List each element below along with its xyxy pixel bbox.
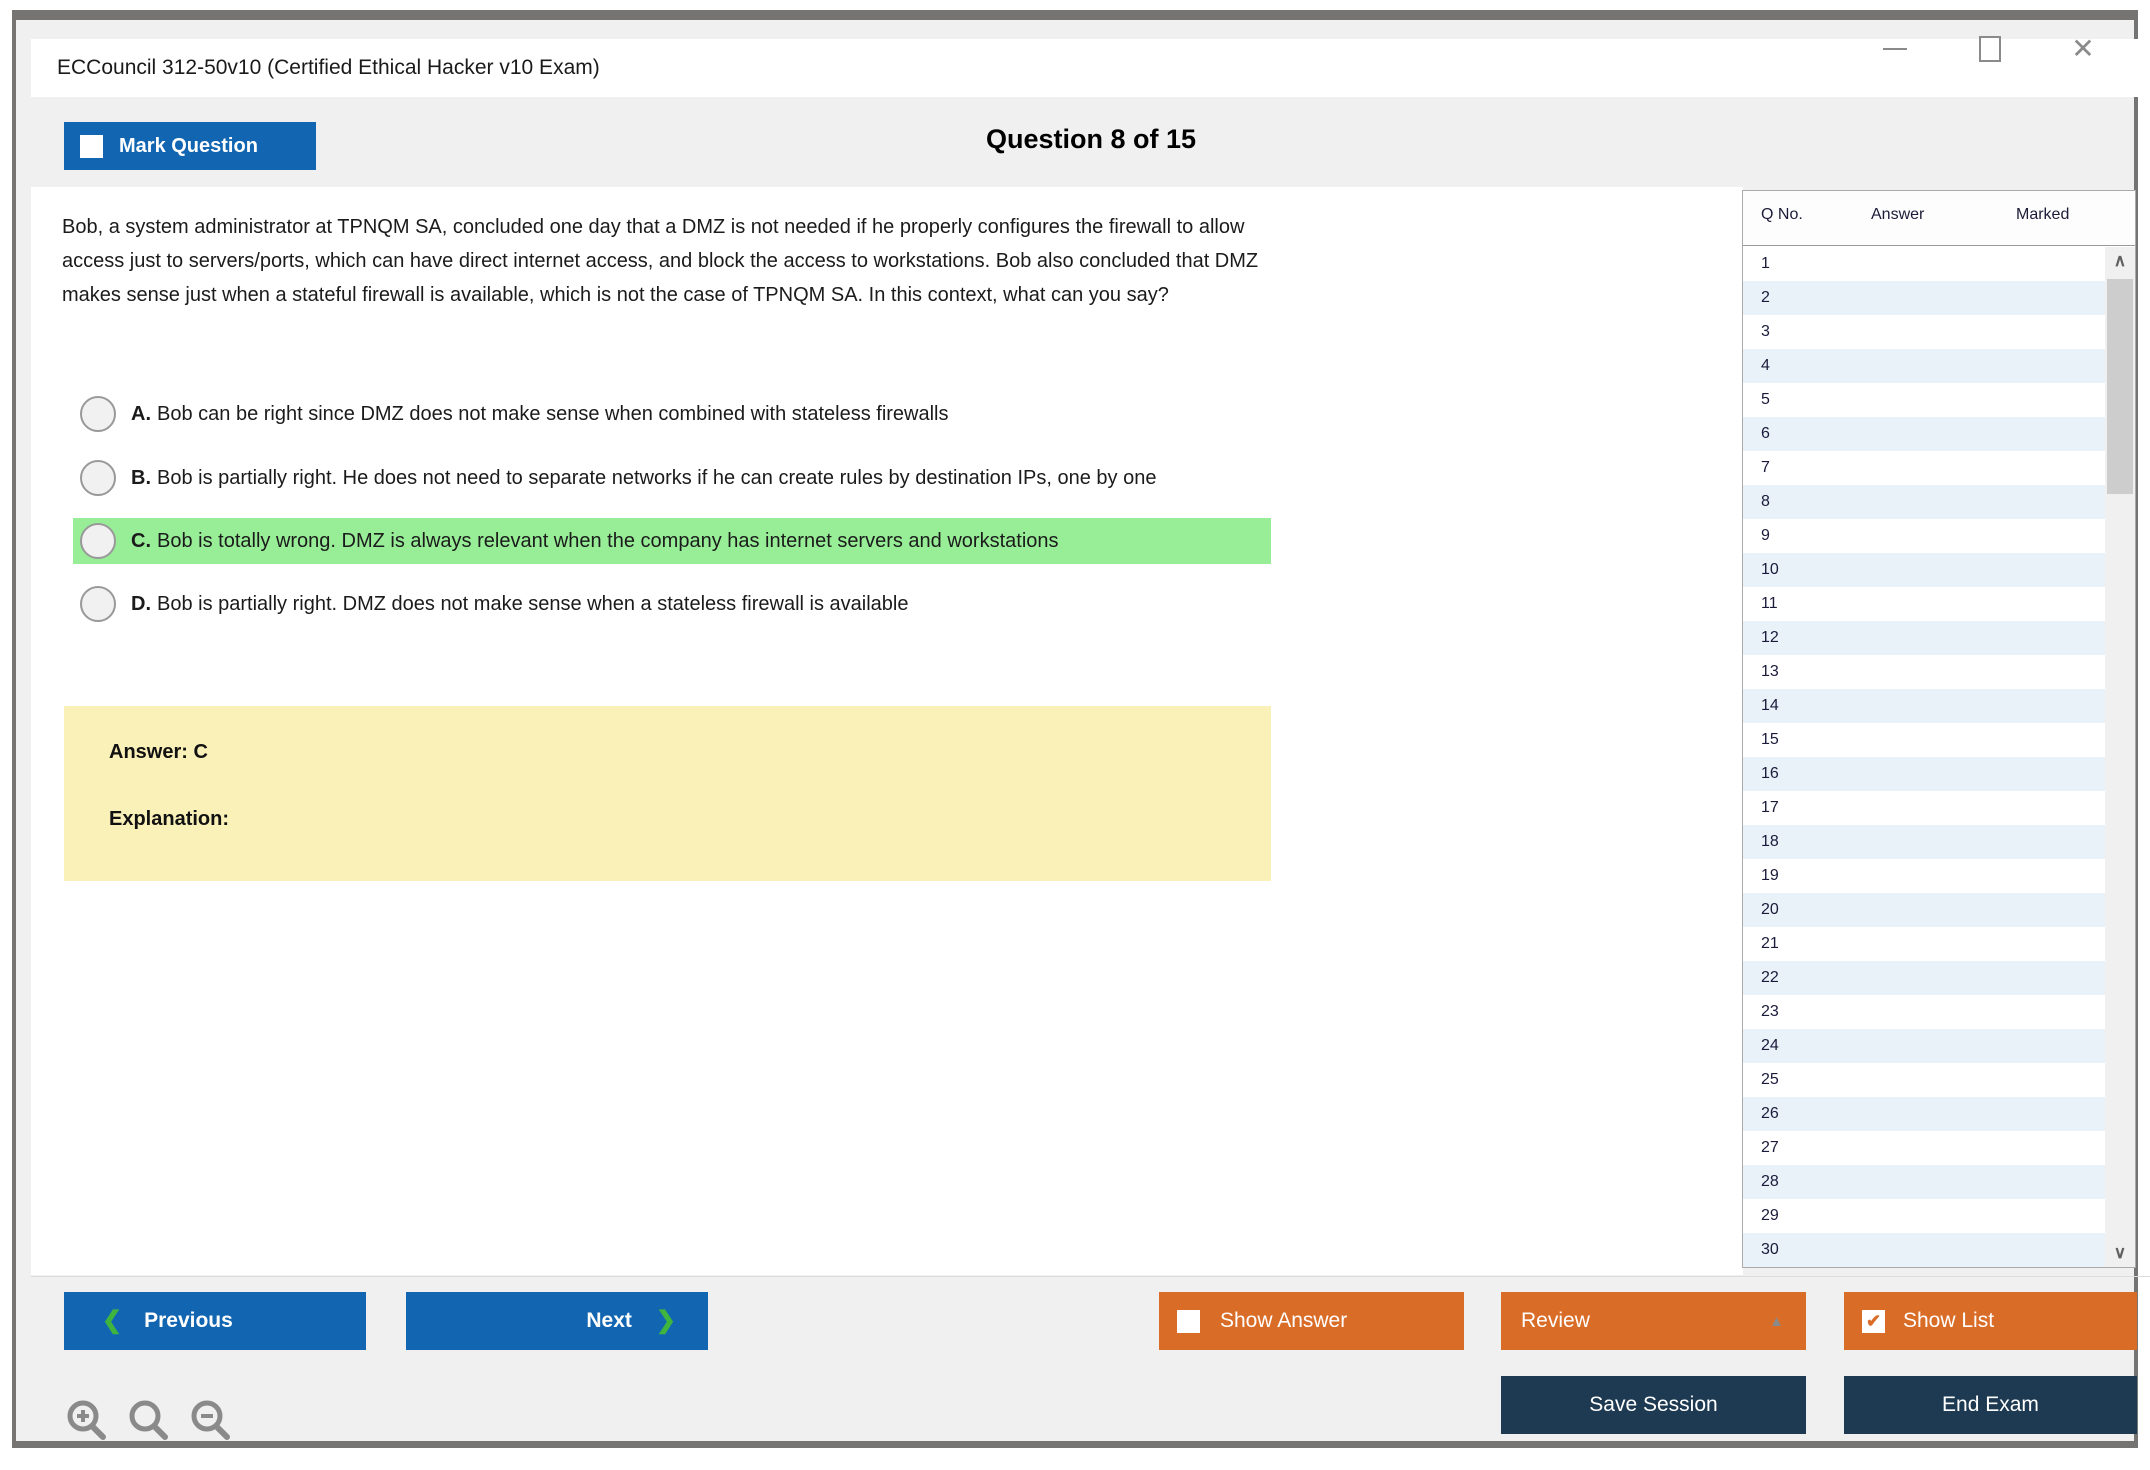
radio-button-icon[interactable] <box>80 586 116 622</box>
question-number: 4 <box>1761 357 1770 374</box>
question-list-row[interactable] <box>1743 961 2105 995</box>
answer-option[interactable] <box>73 581 1271 627</box>
question-list-row[interactable] <box>1743 519 2105 553</box>
question-number: 1 <box>1761 255 1770 272</box>
zoom-out-icon[interactable] <box>188 1398 234 1444</box>
question-list-row[interactable] <box>1743 247 2105 281</box>
question-number: 29 <box>1761 1207 1779 1224</box>
question-list-row[interactable] <box>1743 995 2105 1029</box>
option-text: C. Bob is totally wrong. DMZ is always relevant when the company has internet servers and workstations <box>131 530 1059 552</box>
answer-option[interactable] <box>73 518 1271 564</box>
answer-option[interactable] <box>73 391 1271 437</box>
mark-question-button[interactable] <box>64 122 316 170</box>
option-text: A. Bob can be right since DMZ does not make sense when combined with stateless firewalls <box>131 403 949 425</box>
radio-button-icon[interactable] <box>80 523 116 559</box>
end-exam-label: End Exam <box>1942 1393 2039 1416</box>
question-list-row[interactable] <box>1743 655 2105 689</box>
question-number: 24 <box>1761 1037 1779 1054</box>
window-title: ECCouncil 312-50v10 (Certified Ethical Hacker v10 Exam) <box>57 56 600 79</box>
minimize-icon <box>1883 48 1907 50</box>
question-number: 17 <box>1761 799 1779 816</box>
question-list-row[interactable] <box>1743 1131 2105 1165</box>
maximize-icon <box>1979 36 2001 62</box>
radio-button-icon[interactable] <box>80 396 116 432</box>
close-icon: ✕ <box>2071 33 2095 64</box>
question-number: 27 <box>1761 1139 1779 1156</box>
question-list-row[interactable] <box>1743 383 2105 417</box>
scroll-up-icon: ∧ <box>2113 251 2127 270</box>
column-marked: Marked <box>2016 206 2070 223</box>
question-list-row[interactable] <box>1743 791 2105 825</box>
end-exam-button[interactable] <box>1844 1376 2137 1434</box>
review-button[interactable] <box>1501 1292 1806 1350</box>
save-session-label: Save Session <box>1589 1393 1718 1416</box>
question-number: 30 <box>1761 1241 1779 1258</box>
question-number: 18 <box>1761 833 1779 850</box>
window-frame <box>12 10 2138 1448</box>
question-list-panel <box>1742 190 2136 1268</box>
question-list-row[interactable] <box>1743 621 2105 655</box>
question-number: 22 <box>1761 969 1779 986</box>
question-list-row[interactable] <box>1743 315 2105 349</box>
scroll-up-button[interactable] <box>2105 247 2135 275</box>
question-number: 20 <box>1761 901 1779 918</box>
previous-button[interactable] <box>64 1292 366 1350</box>
explanation-label: Explanation: <box>109 808 230 830</box>
footer-divider <box>31 1276 2150 1277</box>
scrollbar-thumb[interactable] <box>2107 279 2133 494</box>
question-number: 2 <box>1761 289 1770 306</box>
question-list-row[interactable] <box>1743 485 2105 519</box>
question-number: 12 <box>1761 629 1779 646</box>
question-list-row[interactable] <box>1743 1233 2105 1267</box>
question-number: 28 <box>1761 1173 1779 1190</box>
question-counter: Question 8 of 15 <box>985 124 1197 154</box>
question-number: 9 <box>1761 527 1770 544</box>
radio-button-icon[interactable] <box>80 460 116 496</box>
question-list-row[interactable] <box>1743 859 2105 893</box>
question-list-row[interactable] <box>1743 723 2105 757</box>
mark-question-label: Mark Question <box>119 134 258 157</box>
show-list-label: Show List <box>1903 1309 1995 1332</box>
question-list-row[interactable] <box>1743 587 2105 621</box>
question-area <box>31 187 1743 1275</box>
zoom-in-icon[interactable] <box>64 1398 110 1444</box>
question-number: 25 <box>1761 1071 1779 1088</box>
title-bar <box>31 39 2150 97</box>
question-number: 26 <box>1761 1105 1779 1122</box>
question-list-row[interactable] <box>1743 451 2105 485</box>
question-number: 6 <box>1761 425 1770 442</box>
question-number: 8 <box>1761 493 1770 510</box>
question-list-row[interactable] <box>1743 893 2105 927</box>
question-number: 15 <box>1761 731 1779 748</box>
question-number: 3 <box>1761 323 1770 340</box>
question-number: 10 <box>1761 561 1779 578</box>
answer-option[interactable] <box>73 455 1271 501</box>
question-list-row[interactable] <box>1743 1097 2105 1131</box>
checkbox-unchecked-icon <box>80 135 103 158</box>
review-label: Review <box>1521 1309 1590 1332</box>
chevron-left-icon: ❮ <box>102 1307 123 1334</box>
question-list-row[interactable] <box>1743 825 2105 859</box>
question-list-row[interactable] <box>1743 281 2105 315</box>
question-number: 13 <box>1761 663 1779 680</box>
question-number: 7 <box>1761 459 1770 476</box>
answer-label: Answer: C <box>109 741 208 763</box>
question-list-row[interactable] <box>1743 417 2105 451</box>
previous-label: Previous <box>144 1309 233 1332</box>
question-number: 23 <box>1761 1003 1779 1020</box>
question-number: 5 <box>1761 391 1770 408</box>
question-list-row[interactable] <box>1743 927 2105 961</box>
zoom-toolbar <box>64 1398 234 1444</box>
show-answer-label: Show Answer <box>1220 1309 1348 1332</box>
show-list-button[interactable] <box>1844 1292 2137 1350</box>
question-list-row[interactable] <box>1743 1165 2105 1199</box>
question-number: 11 <box>1761 595 1778 612</box>
minimize-button[interactable] <box>1873 29 1917 69</box>
close-button[interactable] <box>2061 29 2105 69</box>
scroll-down-icon: ∨ <box>2113 1243 2127 1262</box>
next-label: Next <box>586 1309 632 1332</box>
chevron-right-icon: ❯ <box>655 1307 676 1334</box>
answer-box <box>64 706 1271 881</box>
question-list-header <box>1743 191 2135 246</box>
column-answer: Answer <box>1871 206 1925 223</box>
save-session-button[interactable] <box>1501 1376 1806 1434</box>
scroll-down-button[interactable] <box>2105 1239 2135 1267</box>
collapse-triangle-icon: ▲ <box>1769 1312 1784 1330</box>
maximize-button[interactable] <box>1968 29 2012 69</box>
question-number: 19 <box>1761 867 1779 884</box>
question-list-row[interactable] <box>1743 1199 2105 1233</box>
question-list-scrollbar[interactable] <box>2105 247 2135 1267</box>
question-list-row[interactable] <box>1743 349 2105 383</box>
question-number: 16 <box>1761 765 1779 782</box>
next-button[interactable] <box>406 1292 708 1350</box>
show-answer-button[interactable] <box>1159 1292 1464 1350</box>
question-list-row[interactable] <box>1743 689 2105 723</box>
question-number: 21 <box>1761 935 1779 952</box>
question-list-row[interactable] <box>1743 1029 2105 1063</box>
option-text: D. Bob is partially right. DMZ does not make sense when a stateless firewall is available <box>131 593 909 615</box>
zoom-reset-icon[interactable] <box>126 1398 172 1444</box>
checkbox-checked-icon: ✔ <box>1862 1310 1885 1333</box>
question-list-row[interactable] <box>1743 757 2105 791</box>
checkbox-unchecked-icon <box>1177 1310 1200 1333</box>
question-list-rows <box>1743 247 2105 1267</box>
question-number: 14 <box>1761 697 1779 714</box>
question-list-row[interactable] <box>1743 553 2105 587</box>
question-text: Bob, a system administrator at TPNQM SA, concluded one day that a DMZ is not needed if he properly configures the firewall to allow access just to servers/ports, which can have direct internet access, and block the access to workstations. Bob also concluded that DMZ makes sense just when a stateful firewall is available, which is not the case of TPNQM SA. In this context, what can you say? <box>62 216 1259 306</box>
question-list-row[interactable] <box>1743 1063 2105 1097</box>
column-qno: Q No. <box>1761 206 1803 223</box>
option-text: B. Bob is partially right. He does not need to separate networks if he can create rules by destination IPs, one by one <box>131 467 1157 489</box>
